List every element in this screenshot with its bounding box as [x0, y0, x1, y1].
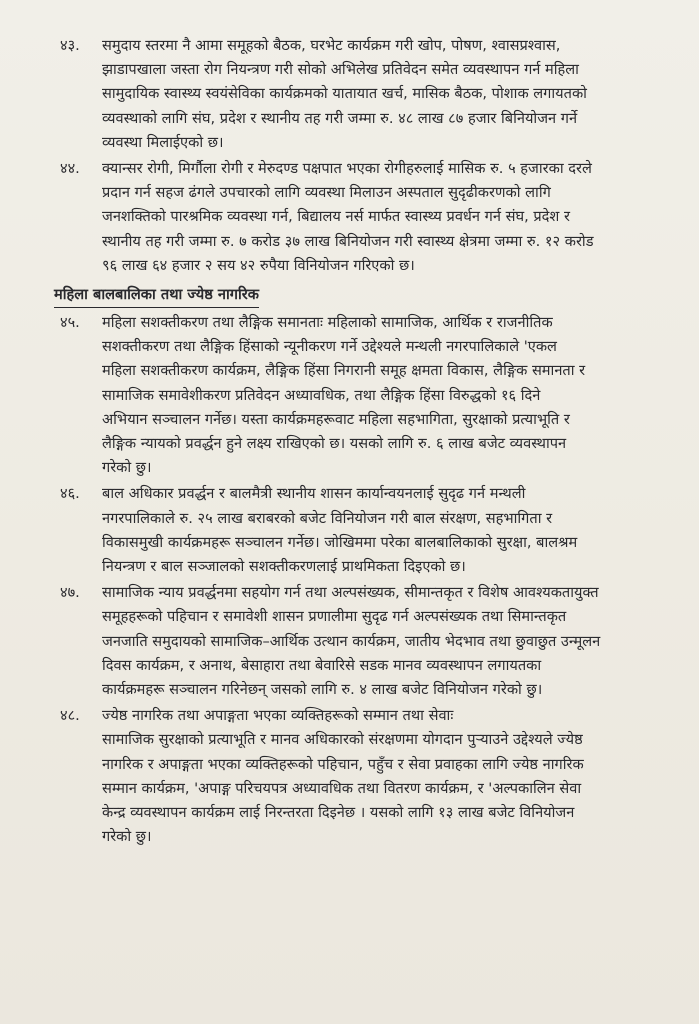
- text-line: सामाजिक समावेशीकरण प्रतिवेदन अध्यावधिक, तथा लैङ्गिक हिंसा विरुद्धको १६ दिने: [102, 386, 541, 404]
- text-line: केन्द्र व्यवस्थापन कार्यक्रम लाई निरन्तरता दिइनेछ । यसको लागि १३ लाख बजेट विनियोजन: [102, 804, 575, 822]
- text-line: ९६ लाख ६४ हजार २ सय ४२ रुपैया विनियोजन गरिएको छ।: [102, 256, 415, 274]
- section-heading: महिला बालबालिका तथा ज्येष्ठ नागरिक: [54, 284, 259, 308]
- paragraph-text: [102, 34, 683, 155]
- text-line: बाल अधिकार प्रवर्द्धन र बालमैत्री स्थानीय शासन कार्यान्वयनलाई सुदृढ गर्न मन्थली: [102, 485, 526, 503]
- text-line: नियन्त्रण र बाल सञ्जालको सशक्तीकरणलाई प्राथमिकता दिइएको छ।: [102, 558, 466, 576]
- text-line: सामुदायिक स्वास्थ्य स्वयंसेविका कार्यक्रमको यातायात खर्च, मासिक बैठक, पोशाक लगायतको: [102, 85, 587, 103]
- text-line: झाडापखाला जस्ता रोग नियन्त्रण गरी सोको अभिलेख प्रतिवेदन समेत व्यवस्थापन गर्न महिला: [102, 61, 579, 79]
- paragraph-text: [102, 581, 683, 702]
- paragraph-46: [50, 482, 683, 579]
- paragraph-text: [102, 482, 683, 579]
- text-line: स्थानीय तह गरी जम्मा रु. ७ करोड ३७ लाख बिनियोजन गरी स्वास्थ्य क्षेत्रमा जम्मा रु. १२ करोड: [102, 232, 594, 250]
- paragraph-44: [50, 157, 683, 278]
- paragraph-48: [50, 704, 683, 849]
- text-line: गरेको छु।: [102, 828, 152, 846]
- text-line: सामाजिक सुरक्षाको प्रत्याभूति र मानव अधिकारको संरक्षणमा योगदान पुर्‍याउने उद्देश्यले ज्येष्ठ: [102, 731, 583, 749]
- text-line: विकासमुखी कार्यक्रमहरू सञ्चालन गर्नेछ। जोखिममा परेका बालबालिकाको सुरक्षा, बालश्रम: [102, 533, 578, 551]
- text-line: समुदाय स्तरमा नै आमा समूहको बैठक, घरभेट कार्यक्रम गरी खोप, पोषण, श्वासप्रश्वास,: [102, 37, 561, 54]
- paragraph-45: [50, 311, 683, 480]
- text-line: नागरिक र अपाङ्गता भएका व्यक्तिहरूको पहिचान, पहुँच र सेवा प्रवाहका लागि ज्येष्ठ नागरिक: [102, 755, 584, 773]
- text-line: अभियान सञ्चालन गर्नेछ। यस्ता कार्यक्रमहरूवाट महिला सहभागिता, सुरक्षाको प्रत्याभूति र: [102, 410, 570, 428]
- text-line: दिवस कार्यक्रम, र अनाथ, बेसाहारा तथा बेवारिसे सडक मानव व्यवस्थापन लगायतका: [102, 656, 542, 674]
- text-line: ज्येष्ठ नागरिक तथा अपाङ्गता भएका व्यक्तिहरूको सम्मान तथा सेवाः: [102, 707, 454, 725]
- paragraph-number: ४४.: [60, 160, 80, 178]
- paragraph-number: ४५.: [60, 314, 80, 332]
- paragraph-number: ४३.: [60, 37, 80, 54]
- text-line: सामाजिक न्याय प्रवर्द्धनमा सहयोग गर्न तथा अल्पसंख्यक, सीमान्तकृत र विशेष आवश्यकतायुक्त: [102, 584, 599, 602]
- paragraph-47: [50, 581, 683, 702]
- paragraph-number: ४७.: [60, 584, 80, 602]
- text-line: क्यान्सर रोगी, मिर्गौला रोगी र मेरुदण्ड पक्षपात भएका रोगीहरुलाई मासिक रु. ५ हजारका दरले: [102, 160, 592, 178]
- text-line: गरेको छु।: [102, 459, 152, 477]
- paragraph-number: ४६.: [60, 485, 80, 503]
- text-line: जनजाति समुदायको सामाजिक–आर्थिक उत्थान कार्यक्रम, जातीय भेदभाव तथा छुवाछुत उन्मूलन: [102, 632, 601, 650]
- paragraph-text: [102, 157, 683, 278]
- text-line: कार्यक्रमहरू सञ्चालन गरिनेछन् जसको लागि रु. ४ लाख बजेट विनियोजन गरेको छु।: [102, 681, 543, 699]
- paragraph-text: [102, 311, 683, 480]
- text-line: सशक्तीकरण तथा लैङ्गिक हिंसाको न्यूनीकरण गर्ने उद्देश्यले मन्थली नगरपालिकाले 'एकल: [102, 338, 557, 356]
- text-line: जनशक्तिको पारश्रमिक व्यवस्था गर्न, बिद्यालय नर्स मार्फत स्वास्थ्य प्रवर्धन गर्न संघ, प्रदेश र: [102, 208, 570, 226]
- paragraph-text: [102, 704, 683, 849]
- text-line: नगरपालिकाले रु. २५ लाख बराबरको बजेट विनियोजन गरी बाल संरक्षण, सहभागिता र: [102, 509, 553, 527]
- text-line: महिला सशक्तीकरण कार्यक्रम, लैङ्गिक हिंसा निगरानी समूह क्षमता विकास, लैङ्गिक समानता र: [102, 362, 586, 380]
- text-line: व्यवस्था मिलाईएको छ।: [102, 133, 224, 151]
- text-line: प्रदान गर्न सहज ढंगले उपचारको लागि व्यवस्था मिलाउन अस्पताल सुदृढीकरणको लागि: [102, 184, 551, 202]
- paragraph-number: ४८.: [60, 707, 80, 725]
- text-line: लैङ्गिक न्यायको प्रवर्द्धन हुने लक्ष्य राखिएको छ। यसको लागि रु. ६ लाख बजेट व्यवस्थापन: [102, 435, 567, 453]
- paragraph-43: [50, 34, 683, 155]
- text-line: समूहहरूको पहिचान र समावेशी शासन प्रणालीमा सुदृढ गर्न अल्पसंख्यक तथा सिमान्तकृत: [102, 608, 567, 626]
- text-line: व्यवस्थाको लागि संघ, प्रदेश र स्थानीय तह गरी जम्मा रु. ४८ लाख ८७ हजार बिनियोजन गर्ने: [102, 109, 578, 127]
- text-line: महिला सशक्तीकरण तथा लैङ्गिक समानताः महिलाको सामाजिक, आर्थिक र राजनीतिक: [102, 314, 553, 332]
- text-line: सम्मान कार्यक्रम, 'अपाङ्ग परिचयपत्र अध्यावधिक तथा वितरण कार्यक्रम, र 'अल्पकालिन सेवा: [102, 779, 582, 797]
